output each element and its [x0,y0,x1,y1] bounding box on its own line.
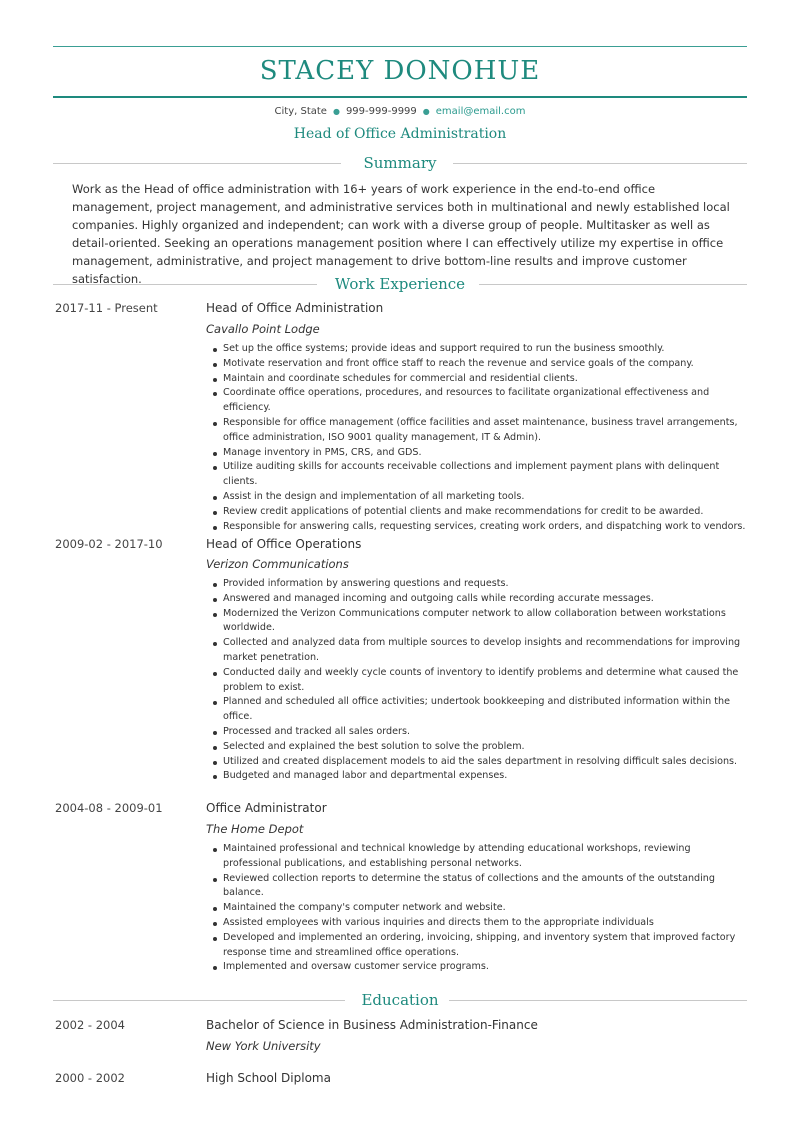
summary-section-heading [53,154,747,174]
list-item: Collected and analyzed data from multiple sources to develop insights and recommendations for improving market penetration. [206,636,751,666]
experience-section-heading [53,275,747,295]
section-title: Education [361,991,439,1009]
list-item: Motivate reservation and front office staff to reach the revenue and service goals of the company. [206,357,751,372]
list-item: Review credit applications of potential clients and make recommendations for credit to be awarded. [206,505,751,520]
header-top-rule [53,46,747,47]
list-item: Answered and managed incoming and outgoing calls while recording accurate messages. [206,592,751,607]
summary-text: Work as the Head of office administration with 16+ years of work experience in the end-to-end office management, project management, and administrative services both in multinational and newly established local companies. Highly organized and independent; can work with a diverse group of people. Multitasker as well as detail-oriented. Seeking an operations management position where I can effectively utilize my expertise in office management, administrative, and project management to drive bottom-line results and improve customer satisfaction. [72,182,730,286]
education-dates: 2002 - 2004 [55,1018,125,1032]
job-dates: 2009-02 - 2017-10 [55,537,163,551]
divider [449,1000,747,1001]
job-title: Head of Office Operations [206,537,362,551]
list-item: Processed and tracked all sales orders. [206,725,751,740]
divider [453,163,747,164]
job-bullets [206,342,751,534]
list-item: Manage inventory in PMS, CRS, and GDS. [206,446,751,461]
job-title: Head of Office Administration [206,301,384,315]
list-item: Implemented and oversaw customer service programs. [206,960,751,975]
section-title: Work Experience [334,275,466,293]
degree-name: High School Diploma [206,1071,331,1085]
section-title: Summary [363,154,437,172]
separator-dot-icon: ● [422,107,430,116]
job-dates: 2017-11 - Present [55,301,158,315]
header-bottom-rule [53,96,747,98]
list-item: Modernized the Verizon Communications computer network to allow collaboration between workstations worldwide. [206,607,751,637]
list-item: Assisted employees with various inquiries and directs them to the appropriate individuals [206,916,751,931]
company-name: Cavallo Point Lodge [206,322,320,336]
list-item: Budgeted and managed labor and departmental expenses. [206,769,751,784]
list-item: Developed and implemented an ordering, invoicing, shipping, and inventory system that improved factory response time and streamlined office operations. [206,931,751,961]
list-item: Reviewed collection reports to determine the status of collections and the amounts of the outstanding balance. [206,872,751,902]
degree-name: Bachelor of Science in Business Administration-Finance [206,1018,538,1032]
list-item: Utilized and created displacement models to aid the sales department in resolving difficult sales decisions. [206,755,751,770]
job-title: Office Administrator [206,801,327,815]
school-name: New York University [206,1039,321,1053]
location: City, State [274,106,327,117]
list-item: Assist in the design and implementation of all marketing tools. [206,490,751,505]
list-item: Maintained the company's computer network and website. [206,901,751,916]
list-item: Planned and scheduled all office activities; undertook bookkeeping and distributed information within the office. [206,695,751,725]
education-dates: 2000 - 2002 [55,1071,125,1085]
list-item: Responsible for answering calls, requesting services, creating work orders, and dispatching work to vendors. [206,520,751,535]
list-item: Maintained professional and technical knowledge by attending educational workshops, reviewing professional publications, and establishing personal networks. [206,842,751,872]
company-name: Verizon Communications [206,557,349,571]
education-section-heading [53,991,747,1011]
separator-dot-icon: ● [332,107,340,116]
list-item: Set up the office systems; provide ideas and support required to run the business smoothly. [206,342,751,357]
company-name: The Home Depot [206,822,304,836]
list-item: Coordinate office operations, procedures, and resources to facilitate organizational effectiveness and efficiency. [206,386,751,416]
divider [479,284,747,285]
email-link[interactable]: email@email.com [435,106,526,117]
list-item: Utilize auditing skills for accounts receivable collections and implement payment plans with delinquent clients. [206,460,751,490]
list-item: Maintain and coordinate schedules for commercial and residential clients. [206,372,751,387]
contact-line [0,106,800,117]
job-bullets [206,842,751,975]
list-item: Conducted daily and weekly cycle counts of inventory to identify problems and determine what caused the problem to exist. [206,666,751,696]
list-item: Selected and explained the best solution to solve the problem. [206,740,751,755]
job-bullets [206,577,751,784]
job-dates: 2004-08 - 2009-01 [55,801,163,815]
list-item: Provided information by answering questions and requests. [206,577,751,592]
job-headline: Head of Office Administration [293,126,507,142]
phone: 999-999-9999 [345,106,417,117]
list-item: Responsible for office management (office facilities and asset maintenance, business travel arrangements, office administration, ISO 9001 quality management, IT & Admin). [206,416,751,446]
candidate-name: STACEY DONOHUE [259,56,541,86]
